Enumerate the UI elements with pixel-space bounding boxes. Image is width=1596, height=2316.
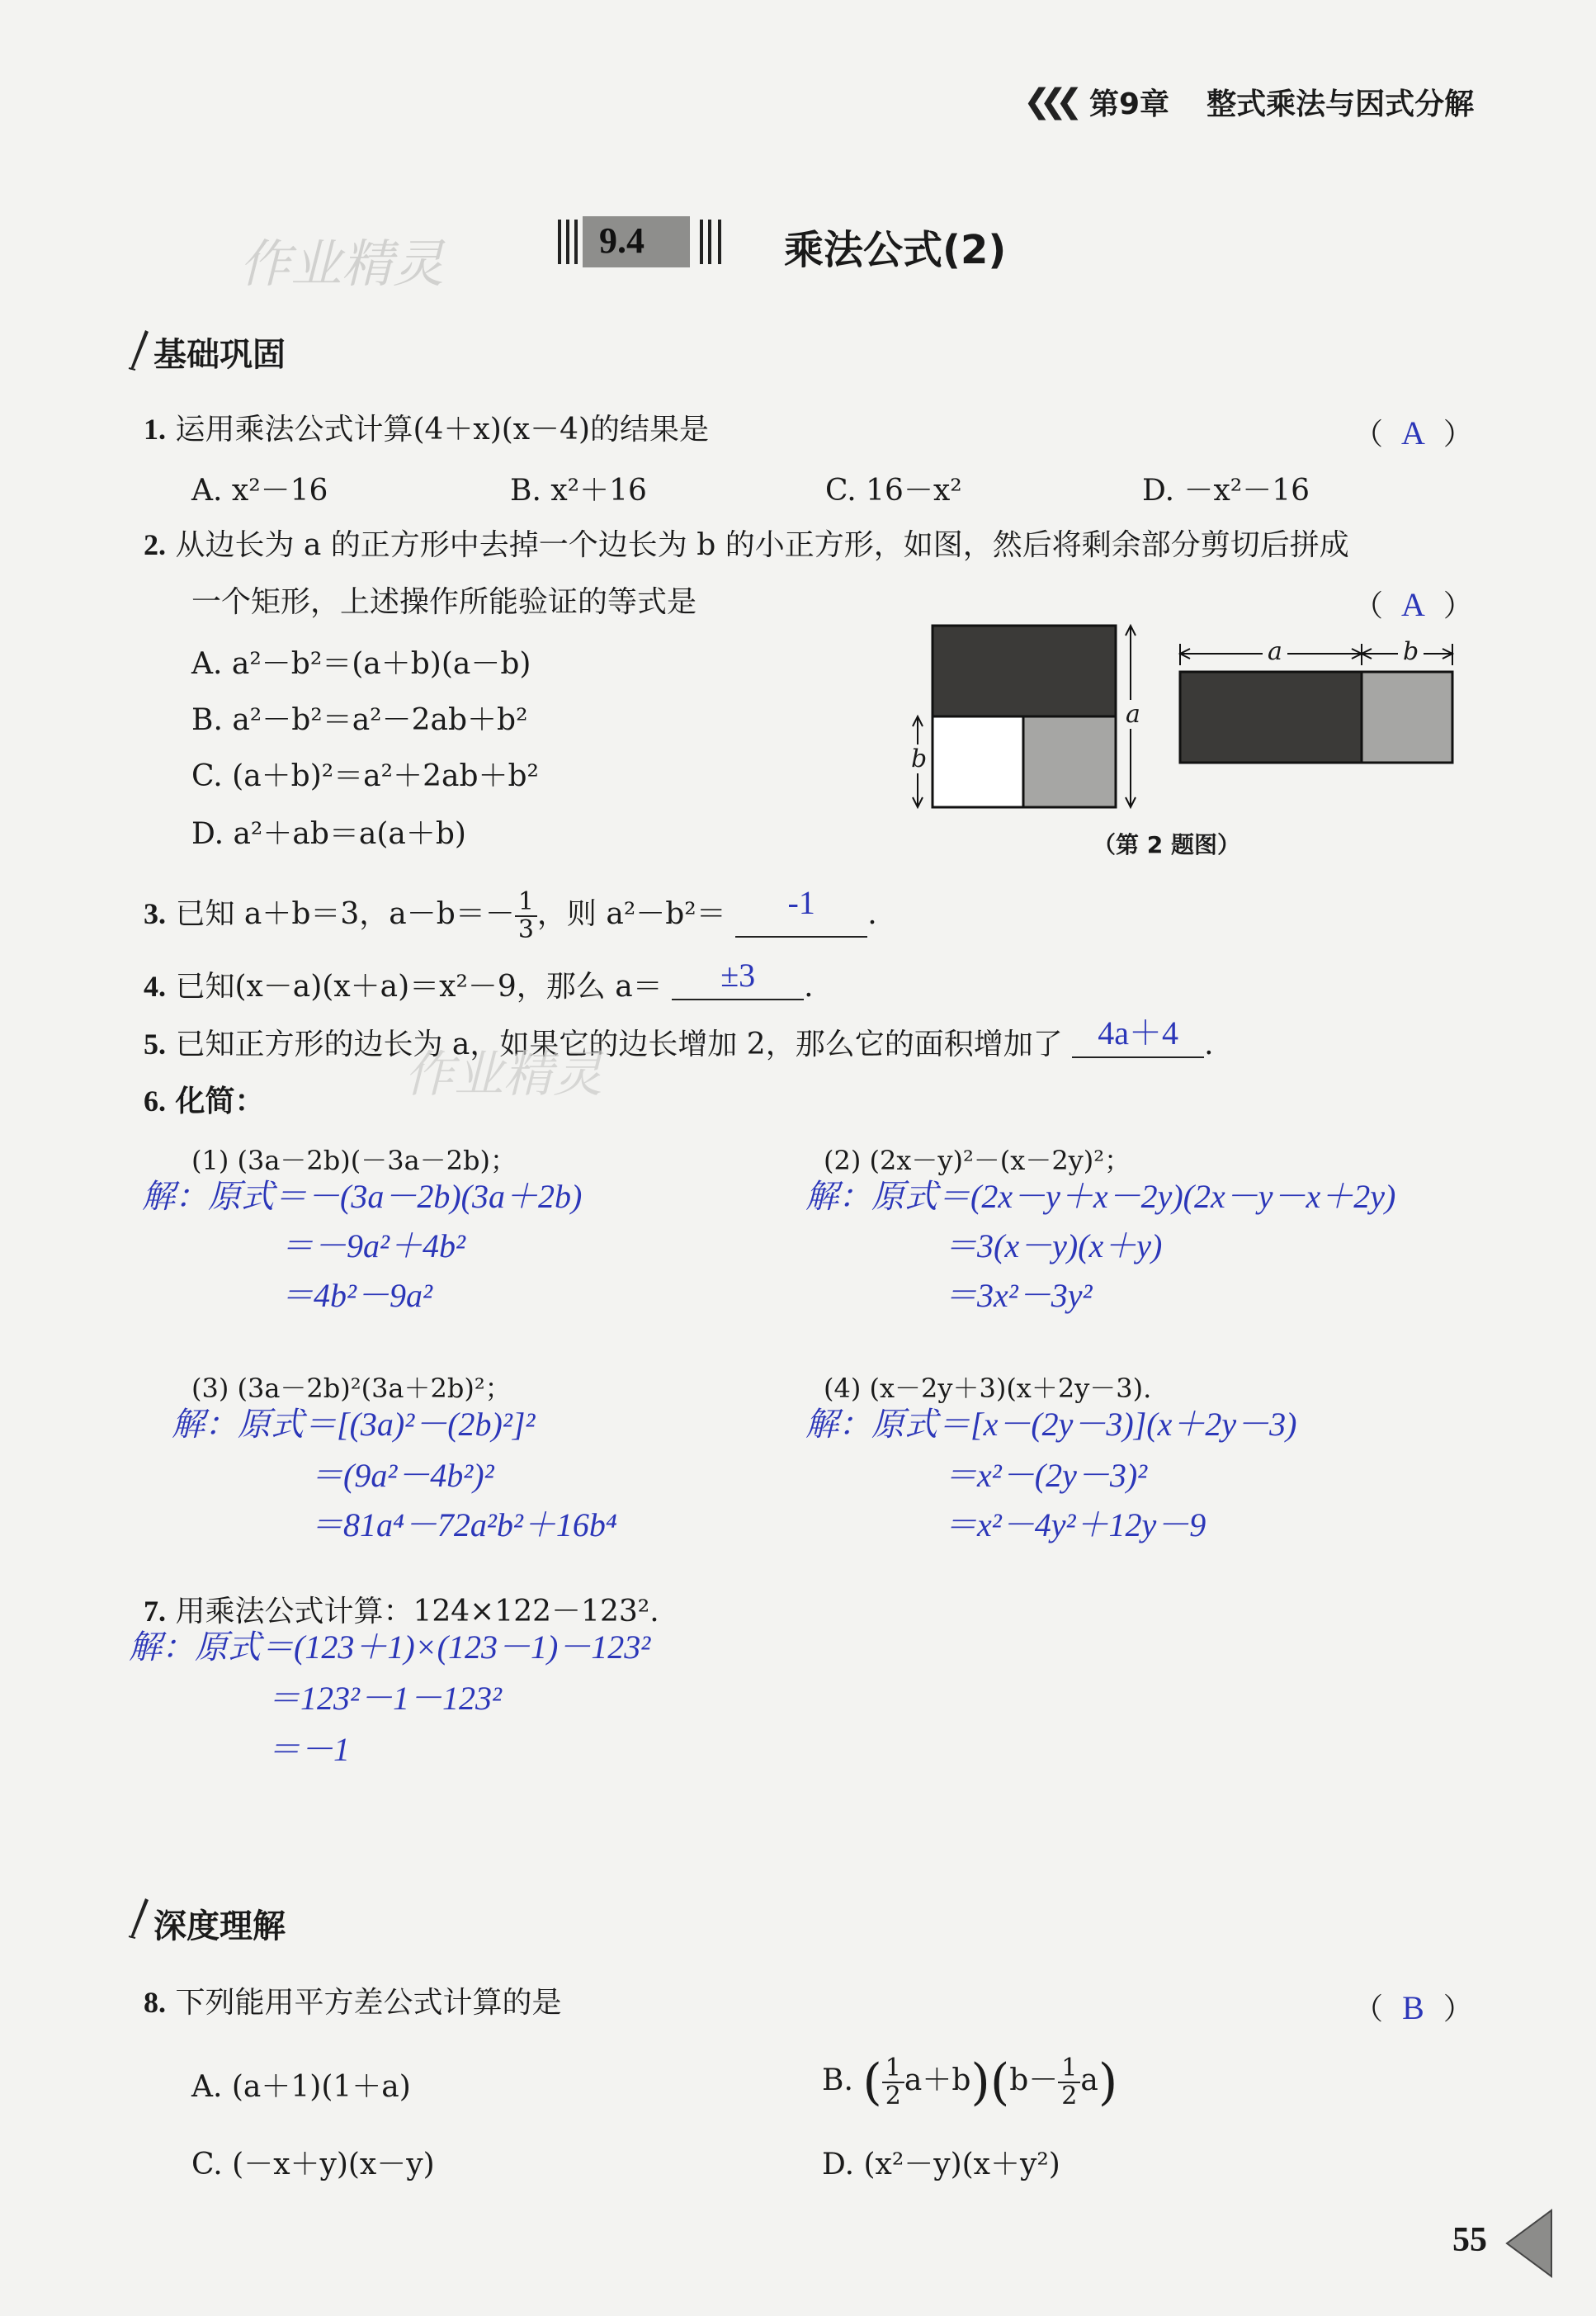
q2-text1: 从边长为 a 的正方形中去掉一个边长为 b 的小正方形，如图，然后将剩余部分剪切后拼成 <box>175 528 1349 562</box>
q8-frac-1 <box>882 2055 904 2110</box>
q6-part1-line3: ＝4b²－9a² <box>281 1277 432 1314</box>
q2-choice-a: A. a²－b²＝(a＋b)(a－b) <box>191 647 531 681</box>
q6-part3-line1: 解：原式＝[(3a)²－(2b)²]² <box>172 1406 536 1443</box>
q8-frac2-num: 1 <box>1058 2055 1080 2083</box>
q8-frac1-den: 2 <box>885 2082 901 2110</box>
q3-frac-num: 1 <box>515 889 537 917</box>
q2-choice-d: D. a²＋ab＝a(a＋b) <box>191 817 466 851</box>
q3-fraction <box>515 889 537 943</box>
section-badge-bars-icon <box>558 216 736 267</box>
q8-frac1-num: 1 <box>882 2055 904 2083</box>
q2-answer: A <box>1401 586 1425 623</box>
q3-number: 3. <box>144 897 166 930</box>
q4-end: . <box>804 970 814 1004</box>
q5-answer: 4a＋4 <box>1072 1010 1204 1058</box>
q6-part3-line3: ＝81a⁴－72a²b²＋16b⁴ <box>310 1506 617 1543</box>
q8-paren-close-2: ) <box>1098 2054 1118 2111</box>
q8-choice-b <box>822 2044 1117 2120</box>
chapter-chevrons-icon: ❮❮❮ <box>1023 83 1072 121</box>
q2-figure-caption: （第 2 题图） <box>1093 831 1240 858</box>
q3-frac-den: 3 <box>517 915 534 944</box>
q2-fig-label-a-side: a <box>1126 700 1140 729</box>
q8-number: 8. <box>144 1986 166 2019</box>
q7-line1: 解：原式＝(123＋1)×(123－1)－123² <box>129 1628 651 1666</box>
q8-frac-2 <box>1058 2055 1080 2110</box>
q8-end: a <box>1080 2063 1098 2097</box>
q2-text2: 一个矩形，上述操作所能验证的等式是 <box>191 585 697 619</box>
q4-text: 已知(x－a)(x＋a)＝x²－9，那么 a＝ <box>175 970 663 1004</box>
q2-bracket-open: （ <box>1353 589 1384 623</box>
chapter-header <box>1089 81 1474 123</box>
q6-part4-line2: ＝x²－(2y－3)² <box>944 1457 1148 1494</box>
q1-answer-bracket <box>1353 411 1473 453</box>
q4-answer: ±3 <box>672 952 804 1000</box>
q8-mid1: a＋b <box>904 2063 971 2097</box>
q2-fig-label-a-top: a <box>1263 637 1287 666</box>
q1-choice-d: D. －x²－16 <box>1142 474 1310 508</box>
q1-choice-b: B. x²＋16 <box>510 474 647 508</box>
q1 <box>144 411 709 448</box>
q7-line3: ＝－1 <box>267 1731 350 1768</box>
q4-number: 4. <box>144 970 166 1003</box>
q1-choice-a: A. x²－16 <box>191 474 328 508</box>
q8-choice-c: C. (－x＋y)(x－y) <box>191 2148 435 2181</box>
q6-part3-prompt: (3) (3a－2b)²(3a＋2b)²； <box>191 1373 512 1404</box>
q2-choice-c: C. (a＋b)²＝a²＋2ab＋b² <box>191 759 539 793</box>
q1-bracket-close: ） <box>1443 418 1473 451</box>
chapter-number: 第9章 <box>1089 87 1170 121</box>
chapter-title: 整式乘法与因式分解 <box>1206 87 1475 121</box>
q2-fig-bottom-gray <box>1023 716 1116 807</box>
q8-bracket-open: （ <box>1353 1992 1384 2026</box>
q8-choice-b-label: B. <box>822 2063 853 2097</box>
q2-fig-bottom-white <box>933 716 1023 807</box>
q6-part2-line3: ＝3x²－3y² <box>944 1277 1093 1314</box>
q5 <box>144 1014 1214 1068</box>
q5-text: 已知正方形的边长为 a，如果它的边长增加 2，那么它的面积增加了 <box>175 1028 1063 1061</box>
pencil-icon-2 <box>127 1895 150 1940</box>
q3-end: . <box>867 897 877 931</box>
q7-line2: ＝123²－1－123² <box>267 1680 502 1717</box>
q6-text: 化简： <box>175 1085 265 1118</box>
q6-part1-prompt: (1) (3a－2b)(－3a－2b)； <box>191 1145 517 1176</box>
section-title: 乘法公式(2) <box>784 227 1007 273</box>
q8-choice-a: A. (a＋1)(1＋a) <box>191 2070 411 2104</box>
q1-bracket-open: （ <box>1353 418 1384 451</box>
q3-answer: -1 <box>735 870 867 938</box>
q8 <box>144 1984 561 2021</box>
page-corner-triangle-icon <box>1504 2209 1553 2278</box>
q6-part4-line3: ＝x²－4y²＋12y－9 <box>944 1506 1206 1543</box>
watermark-2: 作业精灵 <box>404 1046 602 1104</box>
q2-line1 <box>144 527 1349 564</box>
q3-post: ，则 a²－b²＝ <box>536 897 726 931</box>
q7-number: 7. <box>144 1595 166 1628</box>
q2-fig-label-b-top: b <box>1398 637 1424 666</box>
q8-paren-close-1: ) <box>970 2054 990 2111</box>
part2-title: 深度理解 <box>153 1907 286 1945</box>
q8-mid2: b－ <box>1009 2063 1059 2097</box>
q6-part2-line1: 解：原式＝(2x－y＋x－2y)(2x－y－x＋2y) <box>805 1178 1396 1215</box>
q5-number: 5. <box>144 1028 166 1061</box>
pencil-icon <box>127 327 150 371</box>
q2-fig-label-b-side: b <box>911 744 928 773</box>
q6-part4-prompt: (4) (x－2y＋3)(x＋2y－3). <box>824 1373 1152 1404</box>
q4 <box>144 957 814 1010</box>
watermark: 作业精灵 <box>239 234 445 294</box>
q1-choice-c: C. 16－x² <box>825 474 962 508</box>
q3 <box>144 880 877 948</box>
q6-part2-prompt: (2) (2x－y)²－(x－2y)²； <box>824 1145 1131 1176</box>
q3-pre: 已知 a＋b＝3，a－b＝－ <box>175 897 515 931</box>
q2-figure <box>900 611 1477 834</box>
q6-part1-line2: ＝－9a²＋4b² <box>281 1227 465 1264</box>
section-number: 9.4 <box>599 220 645 261</box>
q6-part3-line2: ＝(9a²－4b²)² <box>310 1457 494 1494</box>
q6-part2-line2: ＝3(x－y)(x＋y) <box>944 1227 1163 1264</box>
q8-bracket-close: ） <box>1443 1992 1473 2026</box>
q2-figure-svg <box>900 611 1477 834</box>
q7-text: 用乘法公式计算：124×122－123². <box>175 1595 659 1628</box>
q8-answer-bracket <box>1353 1986 1473 2028</box>
q8-choice-d: D. (x²－y)(x＋y²) <box>822 2148 1060 2181</box>
q8-frac2-den: 2 <box>1061 2082 1078 2110</box>
q2-fig-top-dark <box>933 626 1116 716</box>
q8-answer: B <box>1402 1989 1424 2026</box>
q2-number: 2. <box>144 528 166 561</box>
q2-fig-rect-gray <box>1362 672 1452 763</box>
q2-bracket-close: ） <box>1443 589 1473 623</box>
section-badge <box>558 216 736 267</box>
q8-paren-open-2: ( <box>989 2054 1010 2111</box>
q1-answer: A <box>1401 414 1425 451</box>
q6 <box>144 1083 264 1120</box>
q1-number: 1. <box>144 413 166 446</box>
q1-text: 运用乘法公式计算(4＋x)(x－4)的结果是 <box>175 413 710 447</box>
q6-part4-line1: 解：原式＝[x－(2y－3)](x＋2y－3) <box>805 1406 1297 1443</box>
q2-fig-rect-dark <box>1180 672 1362 763</box>
part1-title: 基础巩固 <box>153 336 286 374</box>
q5-end: . <box>1204 1028 1214 1061</box>
q6-part1-line1: 解：原式＝－(3a－2b)(3a＋2b) <box>142 1178 583 1215</box>
q2-choice-b: B. a²－b²＝a²－2ab＋b² <box>191 703 528 737</box>
q8-paren-open-1: ( <box>862 2054 882 2111</box>
page-number: 55 <box>1452 2221 1487 2259</box>
q8-text: 下列能用平方差公式计算的是 <box>175 1986 562 2020</box>
q6-number: 6. <box>144 1085 166 1118</box>
